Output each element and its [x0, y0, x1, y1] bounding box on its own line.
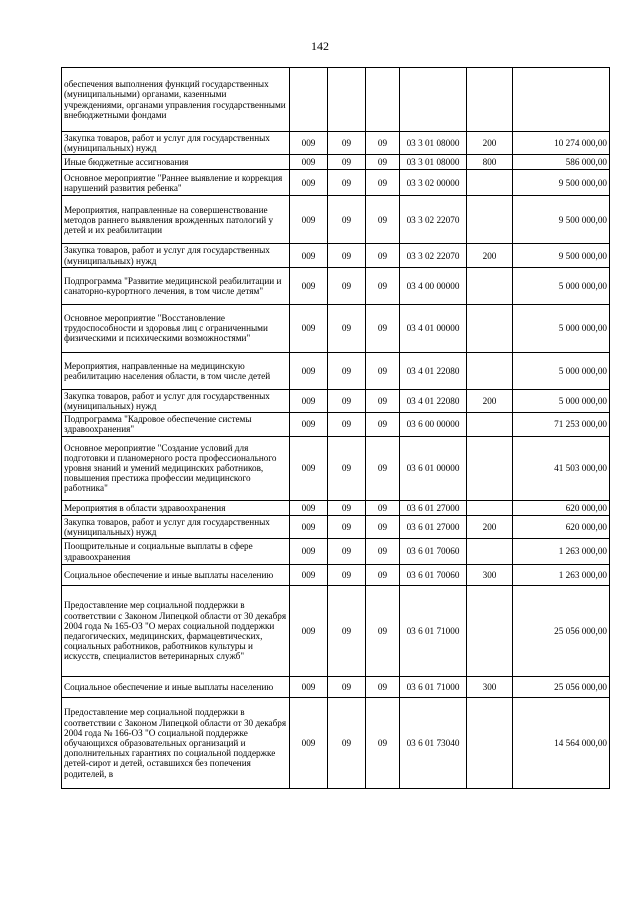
subsection-code-cell: 09: [366, 515, 400, 538]
table-row: [62, 155, 610, 170]
row-name-cell: Иные бюджетные ассигнования: [62, 155, 290, 170]
expense-type-cell: [467, 500, 513, 515]
section-code-cell: 09: [328, 586, 366, 677]
ministry-code-cell: 009: [290, 389, 328, 412]
section-code-cell: 09: [328, 196, 366, 244]
ministry-code-cell: 009: [290, 132, 328, 155]
table-row: [62, 515, 610, 538]
subsection-code-cell: [366, 68, 400, 132]
table-row: [62, 68, 610, 132]
expense-type-cell: [467, 304, 513, 352]
row-name-cell: Мероприятия в области здравоохранения: [62, 500, 290, 515]
subsection-code-cell: 09: [366, 155, 400, 170]
expense-type-cell: [467, 352, 513, 389]
expense-type-cell: 300: [467, 565, 513, 586]
section-code-cell: 09: [328, 565, 366, 586]
subsection-code-cell: 09: [366, 500, 400, 515]
table-row: [62, 170, 610, 196]
amount-cell: 9 500 000,00: [513, 244, 610, 267]
table-row: [62, 267, 610, 304]
target-article-cell: 03 3 02 22070: [400, 244, 467, 267]
row-name-cell: Основное мероприятие "Восстановление трудоспособности и здоровья лиц с ограниченными физическими и психическими возможностями": [62, 304, 290, 352]
target-article-cell: [400, 68, 467, 132]
subsection-code-cell: 09: [366, 132, 400, 155]
amount-cell: 5 000 000,00: [513, 352, 610, 389]
table-row: [62, 352, 610, 389]
row-name-cell: Социальное обеспечение и иные выплаты населению: [62, 677, 290, 698]
row-name-cell: Подпрограмма "Кадровое обеспечение системы здравоохранения": [62, 413, 290, 436]
expense-type-cell: [467, 698, 513, 789]
row-name-cell: обеспечения выполнения функций государственных (муниципальными) органами, казенными учреждениями, органами управления государственными внебюджетными фондами: [62, 68, 290, 132]
amount-cell: 620 000,00: [513, 515, 610, 538]
subsection-code-cell: 09: [366, 389, 400, 412]
subsection-code-cell: 09: [366, 413, 400, 436]
expense-type-cell: [467, 170, 513, 196]
subsection-code-cell: 09: [366, 565, 400, 586]
budget-table: [61, 67, 610, 789]
subsection-code-cell: 09: [366, 304, 400, 352]
row-name-cell: Мероприятия, направленные на совершенствование методов раннего выявления врожденных патологий у детей и их реабилитации: [62, 196, 290, 244]
section-code-cell: 09: [328, 677, 366, 698]
target-article-cell: 03 3 02 00000: [400, 170, 467, 196]
ministry-code-cell: [290, 68, 328, 132]
section-code-cell: 09: [328, 244, 366, 267]
expense-type-cell: [467, 539, 513, 565]
ministry-code-cell: 009: [290, 698, 328, 789]
target-article-cell: 03 3 02 22070: [400, 196, 467, 244]
target-article-cell: 03 6 01 27000: [400, 500, 467, 515]
ministry-code-cell: 009: [290, 413, 328, 436]
target-article-cell: 03 6 01 73040: [400, 698, 467, 789]
table-row: [62, 677, 610, 698]
table-row: [62, 539, 610, 565]
subsection-code-cell: 09: [366, 436, 400, 500]
row-name-cell: Закупка товаров, работ и услуг для государственных (муниципальных) нужд: [62, 389, 290, 412]
target-article-cell: 03 4 01 22080: [400, 389, 467, 412]
table-row: [62, 413, 610, 436]
ministry-code-cell: 009: [290, 677, 328, 698]
amount-cell: 1 263 000,00: [513, 539, 610, 565]
expense-type-cell: 300: [467, 677, 513, 698]
subsection-code-cell: 09: [366, 244, 400, 267]
expense-type-cell: [467, 413, 513, 436]
ministry-code-cell: 009: [290, 515, 328, 538]
page-number: 142: [311, 39, 329, 53]
ministry-code-cell: 009: [290, 436, 328, 500]
amount-cell: 620 000,00: [513, 500, 610, 515]
row-name-cell: Закупка товаров, работ и услуг для государственных (муниципальных) нужд: [62, 515, 290, 538]
table-body: [62, 68, 610, 789]
ministry-code-cell: 009: [290, 500, 328, 515]
amount-cell: 9 500 000,00: [513, 170, 610, 196]
ministry-code-cell: 009: [290, 267, 328, 304]
table-row: [62, 196, 610, 244]
amount-cell: [513, 68, 610, 132]
ministry-code-cell: 009: [290, 539, 328, 565]
target-article-cell: 03 6 01 00000: [400, 436, 467, 500]
table-row: [62, 586, 610, 677]
row-name-cell: Основное мероприятие "Раннее выявление и коррекция нарушений развития ребенка": [62, 170, 290, 196]
target-article-cell: 03 4 00 00000: [400, 267, 467, 304]
row-name-cell: Мероприятия, направленные на медицинскую реабилитацию населения области, в том числе детей: [62, 352, 290, 389]
row-name-cell: Закупка товаров, работ и услуг для государственных (муниципальных) нужд: [62, 244, 290, 267]
row-name-cell: Социальное обеспечение и иные выплаты населению: [62, 565, 290, 586]
target-article-cell: 03 4 01 00000: [400, 304, 467, 352]
row-name-cell: Подпрограмма "Развитие медицинской реабилитации и санаторно-курортного лечения, в том числе детям": [62, 267, 290, 304]
section-code-cell: 09: [328, 170, 366, 196]
row-name-cell: Основное мероприятие "Создание условий для подготовки и планомерного роста профессионального уровня знаний и умений медицинских работников, повышения престижа профессии медицинского работника": [62, 436, 290, 500]
ministry-code-cell: 009: [290, 170, 328, 196]
amount-cell: 9 500 000,00: [513, 196, 610, 244]
section-code-cell: 09: [328, 132, 366, 155]
row-name-cell: Поощрительные и социальные выплаты в сфере здравоохранения: [62, 539, 290, 565]
table-row: [62, 389, 610, 412]
section-code-cell: 09: [328, 155, 366, 170]
ministry-code-cell: 009: [290, 565, 328, 586]
expense-type-cell: [467, 267, 513, 304]
amount-cell: 71 253 000,00: [513, 413, 610, 436]
ministry-code-cell: 009: [290, 304, 328, 352]
expense-type-cell: [467, 586, 513, 677]
subsection-code-cell: 09: [366, 196, 400, 244]
row-name-cell: Предоставление мер социальной поддержки в соответствии с Законом Липецкой области от 30 декабря 2004 года № 165-ОЗ "О мерах социальной поддержки педагогических, медицинских, фармацевтических, социальных работников, работников культуры и искусств, специалистов ветеринарных служб": [62, 586, 290, 677]
target-article-cell: 03 3 01 08000: [400, 132, 467, 155]
amount-cell: 14 564 000,00: [513, 698, 610, 789]
ministry-code-cell: 009: [290, 586, 328, 677]
amount-cell: 25 056 000,00: [513, 677, 610, 698]
subsection-code-cell: 09: [366, 539, 400, 565]
section-code-cell: 09: [328, 539, 366, 565]
expense-type-cell: 200: [467, 515, 513, 538]
amount-cell: 5 000 000,00: [513, 267, 610, 304]
table-row: [62, 436, 610, 500]
expense-type-cell: 200: [467, 132, 513, 155]
table-row: [62, 565, 610, 586]
amount-cell: 5 000 000,00: [513, 389, 610, 412]
ministry-code-cell: 009: [290, 244, 328, 267]
target-article-cell: 03 3 01 08000: [400, 155, 467, 170]
amount-cell: 25 056 000,00: [513, 586, 610, 677]
subsection-code-cell: 09: [366, 698, 400, 789]
table-row: [62, 244, 610, 267]
table-row: [62, 304, 610, 352]
row-name-cell: Закупка товаров, работ и услуг для государственных (муниципальных) нужд: [62, 132, 290, 155]
table-row: [62, 132, 610, 155]
target-article-cell: 03 6 01 27000: [400, 515, 467, 538]
section-code-cell: 09: [328, 500, 366, 515]
expense-type-cell: [467, 68, 513, 132]
table-row: [62, 698, 610, 789]
section-code-cell: 09: [328, 267, 366, 304]
amount-cell: 41 503 000,00: [513, 436, 610, 500]
target-article-cell: 03 4 01 22080: [400, 352, 467, 389]
section-code-cell: 09: [328, 304, 366, 352]
expense-type-cell: [467, 196, 513, 244]
subsection-code-cell: 09: [366, 352, 400, 389]
section-code-cell: [328, 68, 366, 132]
subsection-code-cell: 09: [366, 267, 400, 304]
section-code-cell: 09: [328, 436, 366, 500]
ministry-code-cell: 009: [290, 352, 328, 389]
expense-type-cell: 200: [467, 244, 513, 267]
target-article-cell: 03 6 01 70060: [400, 565, 467, 586]
ministry-code-cell: 009: [290, 155, 328, 170]
subsection-code-cell: 09: [366, 677, 400, 698]
row-name-cell: Предоставление мер социальной поддержки в соответствии с Законом Липецкой области от 30 декабря 2004 года № 166-ОЗ "О социальной поддержке обучающихся образовательных организаций и дополнительных гарантиях по социальной поддержке детей-сирот и детей, оставшихся без попечения родителей, в: [62, 698, 290, 789]
target-article-cell: 03 6 01 71000: [400, 677, 467, 698]
subsection-code-cell: 09: [366, 170, 400, 196]
expense-type-cell: 200: [467, 389, 513, 412]
section-code-cell: 09: [328, 413, 366, 436]
target-article-cell: 03 6 00 00000: [400, 413, 467, 436]
amount-cell: 586 000,00: [513, 155, 610, 170]
expense-type-cell: [467, 436, 513, 500]
subsection-code-cell: 09: [366, 586, 400, 677]
section-code-cell: 09: [328, 389, 366, 412]
section-code-cell: 09: [328, 698, 366, 789]
expense-type-cell: 800: [467, 155, 513, 170]
ministry-code-cell: 009: [290, 196, 328, 244]
section-code-cell: 09: [328, 352, 366, 389]
amount-cell: 1 263 000,00: [513, 565, 610, 586]
target-article-cell: 03 6 01 71000: [400, 586, 467, 677]
section-code-cell: 09: [328, 515, 366, 538]
table-row: [62, 500, 610, 515]
target-article-cell: 03 6 01 70060: [400, 539, 467, 565]
amount-cell: 5 000 000,00: [513, 304, 610, 352]
amount-cell: 10 274 000,00: [513, 132, 610, 155]
